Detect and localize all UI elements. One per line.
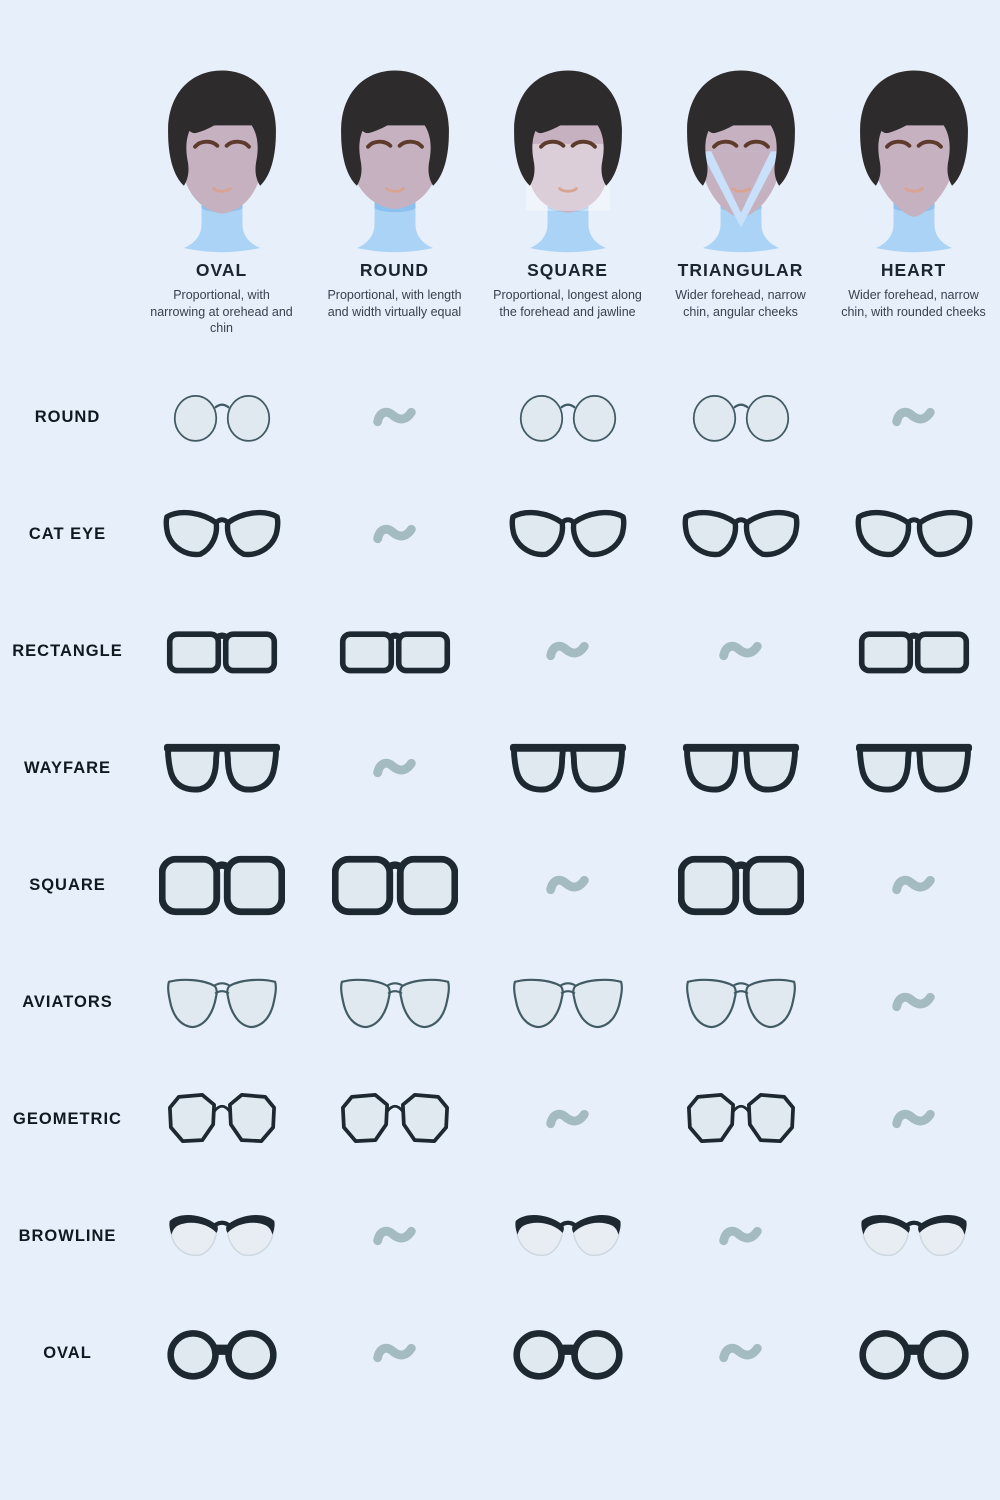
matrix-cell	[654, 944, 827, 1061]
matrix-cell	[827, 593, 1000, 710]
matrix-row-oval	[0, 1295, 1000, 1412]
matrix-cell	[135, 827, 308, 944]
glasses-style-label: BROWLINE	[18, 1226, 117, 1245]
face-shape-column-square	[481, 58, 654, 337]
glasses-style-label: RECTANGLE	[12, 641, 123, 660]
matrix-cell	[308, 827, 481, 944]
round-glasses-icon	[515, 391, 621, 444]
matrix-cell	[481, 944, 654, 1061]
matrix-cell	[654, 593, 827, 710]
glasses-style-label: ROUND	[34, 407, 101, 426]
glasses-style-label: SQUARE	[29, 875, 106, 894]
matrix-row-cat-eye	[0, 476, 1000, 593]
oval-glasses-icon	[858, 1325, 970, 1381]
matrix-cell	[481, 476, 654, 593]
matrix-cell	[135, 476, 308, 593]
matrix-cell	[654, 476, 827, 593]
face-shape-column-heart	[827, 58, 1000, 337]
cat-eye-glasses-icon	[682, 505, 800, 564]
matrix-cell	[135, 1178, 308, 1295]
matrix-cell	[654, 710, 827, 827]
oval-face-illustration	[143, 58, 301, 254]
glasses-style-label: WAYFARE	[23, 758, 112, 777]
tilde-squiggle-icon	[371, 1222, 418, 1250]
oval-glasses-icon	[512, 1325, 624, 1381]
matrix-row-round	[0, 359, 1000, 476]
matrix-cell	[827, 1061, 1000, 1178]
geometric-glasses-icon	[336, 1090, 454, 1149]
glasses-style-label: AVIATORS	[22, 992, 113, 1011]
tilde-squiggle-icon	[890, 403, 937, 431]
cat-eye-glasses-icon	[509, 505, 627, 564]
matrix-cell	[481, 359, 654, 476]
matrix-cell	[308, 593, 481, 710]
round-face-illustration	[316, 58, 474, 254]
matrix-cell	[135, 359, 308, 476]
aviator-glasses-icon	[682, 973, 800, 1032]
matrix-cell	[827, 827, 1000, 944]
wayfare-glasses-icon	[682, 739, 800, 798]
cat-eye-glasses-icon	[163, 505, 281, 564]
tilde-squiggle-icon	[371, 403, 418, 431]
round-glasses-icon	[688, 391, 794, 444]
browline-glasses-icon	[854, 1209, 974, 1264]
matrix-row-geometric	[0, 1061, 1000, 1178]
matrix-cell	[827, 1178, 1000, 1295]
square-face-illustration	[489, 58, 647, 254]
tilde-squiggle-icon	[544, 1105, 591, 1133]
tilde-squiggle-icon	[371, 754, 418, 782]
face-shape-description: Wider forehead, narrow chin, with rounded cheeks	[841, 288, 986, 319]
square-glasses-icon	[678, 854, 804, 917]
browline-glasses-icon	[162, 1209, 282, 1264]
matrix-cell	[308, 1295, 481, 1412]
matrix-cell	[135, 944, 308, 1061]
matrix-cell	[308, 1061, 481, 1178]
wayfare-glasses-icon	[509, 739, 627, 798]
triangular-face-illustration	[662, 58, 820, 254]
matrix-cell	[654, 827, 827, 944]
matrix-row-aviators	[0, 944, 1000, 1061]
face-shape-column-round	[308, 58, 481, 337]
face-shape-description: Wider forehead, narrow chin, angular cheeks	[675, 288, 806, 319]
rectangle-glasses-icon	[333, 623, 457, 679]
matrix-cell	[308, 710, 481, 827]
aviator-glasses-icon	[163, 973, 281, 1032]
tilde-squiggle-icon	[371, 520, 418, 548]
rectangle-glasses-icon	[160, 623, 284, 679]
matrix-cell	[827, 944, 1000, 1061]
geometric-glasses-icon	[682, 1090, 800, 1149]
square-glasses-icon	[332, 854, 458, 917]
tilde-squiggle-icon	[717, 1339, 764, 1367]
matrix-cell	[481, 827, 654, 944]
face-shape-description: Proportional, longest along the forehead and jawline	[493, 288, 642, 319]
face-shape-description: Proportional, with length and width virtually equal	[327, 288, 462, 319]
glasses-style-label: GEOMETRIC	[13, 1109, 122, 1128]
header-left-gutter	[0, 58, 135, 337]
matrix-cell	[654, 1295, 827, 1412]
tilde-squiggle-icon	[717, 1222, 764, 1250]
tilde-squiggle-icon	[544, 637, 591, 665]
matrix-cell	[481, 1178, 654, 1295]
matrix-cell	[827, 710, 1000, 827]
matrix-cell	[308, 359, 481, 476]
matrix-cell	[308, 944, 481, 1061]
square-glasses-icon	[159, 854, 285, 917]
face-shape-description: Proportional, with narrowing at orehead and chin	[150, 288, 293, 335]
tilde-squiggle-icon	[890, 871, 937, 899]
tilde-squiggle-icon	[371, 1339, 418, 1367]
face-shape-name: HEART	[880, 260, 947, 280]
browline-glasses-icon	[508, 1209, 628, 1264]
matrix-cell	[308, 1178, 481, 1295]
matrix-cell	[135, 1061, 308, 1178]
rectangle-glasses-icon	[852, 623, 976, 679]
matrix-cell	[481, 1295, 654, 1412]
matrix-cell	[135, 710, 308, 827]
round-glasses-icon	[169, 391, 275, 444]
heart-face-illustration	[835, 58, 993, 254]
aviator-glasses-icon	[509, 973, 627, 1032]
matrix-cell	[481, 1061, 654, 1178]
matrix-cell	[654, 1178, 827, 1295]
matrix-row-square	[0, 827, 1000, 944]
matrix-cell	[481, 710, 654, 827]
face-shapes-header	[0, 0, 1000, 337]
matrix-cell	[308, 476, 481, 593]
geometric-glasses-icon	[163, 1090, 281, 1149]
matrix-cell	[827, 1295, 1000, 1412]
matrix-cell	[654, 1061, 827, 1178]
matrix-cell	[827, 359, 1000, 476]
glasses-style-label: CAT EYE	[28, 524, 107, 543]
aviator-glasses-icon	[336, 973, 454, 1032]
glasses-style-label: OVAL	[43, 1343, 92, 1362]
face-shape-name: TRIANGULAR	[677, 260, 804, 280]
suitability-matrix	[0, 359, 1000, 1412]
matrix-cell	[654, 359, 827, 476]
wayfare-glasses-icon	[163, 739, 281, 798]
oval-glasses-icon	[166, 1325, 278, 1381]
matrix-cell	[135, 1295, 308, 1412]
cat-eye-glasses-icon	[855, 505, 973, 564]
face-shape-name: SQUARE	[527, 260, 608, 280]
tilde-squiggle-icon	[717, 637, 764, 665]
face-shape-name: ROUND	[359, 260, 430, 280]
tilde-squiggle-icon	[544, 871, 591, 899]
matrix-row-rectangle	[0, 593, 1000, 710]
matrix-cell	[481, 593, 654, 710]
matrix-cell	[135, 593, 308, 710]
tilde-squiggle-icon	[890, 1105, 937, 1133]
face-shape-name: OVAL	[195, 260, 248, 280]
matrix-row-wayfare	[0, 710, 1000, 827]
matrix-row-browline	[0, 1178, 1000, 1295]
face-shape-column-oval	[135, 58, 308, 337]
matrix-cell	[827, 476, 1000, 593]
face-shape-column-triangular	[654, 58, 827, 337]
wayfare-glasses-icon	[855, 739, 973, 798]
tilde-squiggle-icon	[890, 988, 937, 1016]
